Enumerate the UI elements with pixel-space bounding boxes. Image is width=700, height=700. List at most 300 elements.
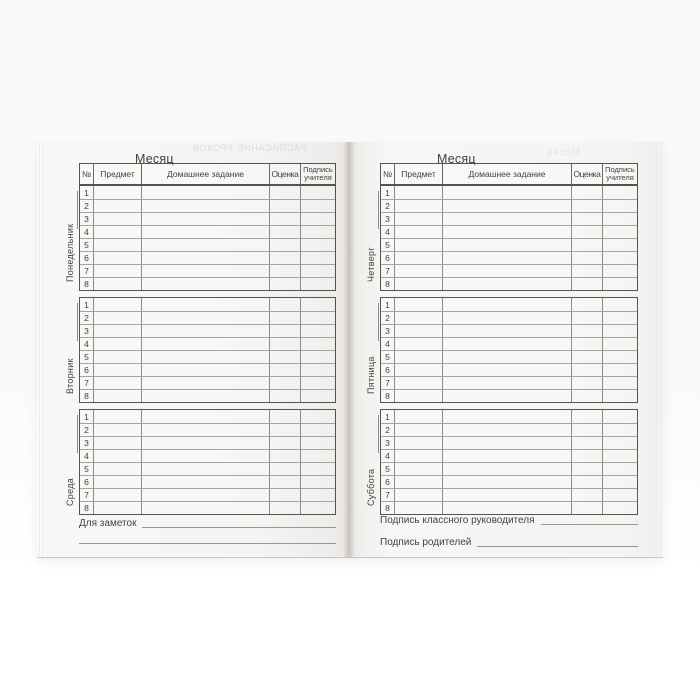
day-label-underline xyxy=(378,303,379,341)
subject-cell xyxy=(94,324,142,337)
grade-cell xyxy=(572,186,603,199)
lesson-number: 2 xyxy=(381,423,395,436)
day-label-underline xyxy=(77,191,78,229)
subject-cell xyxy=(395,199,443,212)
subject-cell xyxy=(94,199,142,212)
grade-cell xyxy=(270,376,301,389)
parents-signature-label: Подпись родителей xyxy=(380,537,472,548)
grade-cell xyxy=(270,436,301,449)
grade-cell xyxy=(572,475,603,488)
lesson-number: 4 xyxy=(381,225,395,238)
parents-signature-row xyxy=(380,532,638,548)
subject-cell xyxy=(395,225,443,238)
lesson-row xyxy=(80,436,335,449)
grade-cell xyxy=(572,389,603,402)
lesson-row xyxy=(381,337,637,350)
notes-label: Для заметок xyxy=(79,518,137,529)
grade-cell xyxy=(572,277,603,290)
subject-cell xyxy=(395,462,443,475)
day-rows xyxy=(381,410,637,514)
day-label-underline xyxy=(378,415,379,453)
teacher-signature-cell xyxy=(301,264,335,277)
lesson-number: 2 xyxy=(80,423,94,436)
lesson-number: 5 xyxy=(381,238,395,251)
grade-cell xyxy=(270,475,301,488)
grade-cell xyxy=(572,462,603,475)
subject-cell xyxy=(94,311,142,324)
teacher-signature-cell xyxy=(301,389,335,402)
lesson-number: 8 xyxy=(80,277,94,290)
header-teacher-signature: Подпись учителя xyxy=(303,164,333,182)
subject-cell xyxy=(94,225,142,238)
day-rows xyxy=(381,298,637,402)
grade-cell xyxy=(572,337,603,350)
subject-cell xyxy=(395,488,443,501)
homework-cell xyxy=(443,251,572,264)
lesson-number: 6 xyxy=(381,475,395,488)
homework-cell xyxy=(142,376,270,389)
subject-cell xyxy=(395,311,443,324)
day-section xyxy=(366,185,638,291)
grade-cell xyxy=(270,238,301,251)
teacher-signature-cell xyxy=(603,199,637,212)
subject-cell xyxy=(94,277,142,290)
teacher-signature-cell xyxy=(603,277,637,290)
homework-cell xyxy=(443,199,572,212)
homework-cell xyxy=(142,410,270,423)
parents-signature-line xyxy=(477,546,638,547)
homework-cell xyxy=(443,449,572,462)
teacher-signature-cell xyxy=(603,225,637,238)
day-label: Понедельник xyxy=(65,223,75,282)
homework-cell xyxy=(443,311,572,324)
subject-cell xyxy=(395,423,443,436)
lesson-row xyxy=(381,488,637,501)
homework-cell xyxy=(142,311,270,324)
diary-spread xyxy=(37,142,663,557)
teacher-signature-cell xyxy=(603,337,637,350)
homework-cell xyxy=(443,264,572,277)
homework-cell xyxy=(142,212,270,225)
day-rows xyxy=(80,298,335,402)
teacher-signature-cell xyxy=(603,264,637,277)
teacher-signature-cell xyxy=(301,186,335,199)
subject-cell xyxy=(395,324,443,337)
lesson-number: 1 xyxy=(80,298,94,311)
notes-row xyxy=(79,513,336,529)
teacher-signature-cell xyxy=(301,311,335,324)
subject-cell xyxy=(395,350,443,363)
lesson-row xyxy=(80,298,335,311)
lesson-number: 3 xyxy=(381,212,395,225)
subject-cell xyxy=(94,462,142,475)
grade-cell xyxy=(270,389,301,402)
subject-cell xyxy=(94,423,142,436)
teacher-signature-cell xyxy=(301,251,335,264)
homework-cell xyxy=(443,423,572,436)
teacher-signature-cell xyxy=(603,350,637,363)
subject-cell xyxy=(94,186,142,199)
lesson-number: 7 xyxy=(381,264,395,277)
day-label: Суббота xyxy=(366,468,376,506)
homework-cell xyxy=(443,488,572,501)
lesson-number: 4 xyxy=(381,449,395,462)
homework-cell xyxy=(443,389,572,402)
lesson-row xyxy=(381,410,637,423)
class-teacher-signature-row xyxy=(380,510,638,526)
lesson-row xyxy=(381,436,637,449)
lesson-row xyxy=(80,311,335,324)
homework-cell xyxy=(142,449,270,462)
grade-cell xyxy=(270,199,301,212)
homework-cell xyxy=(443,363,572,376)
homework-cell xyxy=(142,436,270,449)
teacher-signature-cell xyxy=(603,324,637,337)
homework-cell xyxy=(142,423,270,436)
lesson-number: 1 xyxy=(80,410,94,423)
teacher-signature-cell xyxy=(603,436,637,449)
lesson-row xyxy=(80,212,335,225)
subject-cell xyxy=(94,238,142,251)
lesson-number: 4 xyxy=(80,225,94,238)
lesson-row xyxy=(381,423,637,436)
header-subject: Предмет xyxy=(395,164,443,184)
subject-cell xyxy=(94,488,142,501)
subject-cell xyxy=(395,337,443,350)
notes-blank-line-2 xyxy=(79,543,336,544)
subject-cell xyxy=(94,389,142,402)
homework-cell xyxy=(142,298,270,311)
lesson-row xyxy=(80,449,335,462)
lesson-row xyxy=(381,462,637,475)
homework-cell xyxy=(142,475,270,488)
lesson-row xyxy=(381,251,637,264)
subject-cell xyxy=(395,449,443,462)
homework-cell xyxy=(443,350,572,363)
homework-cell xyxy=(142,488,270,501)
lesson-number: 2 xyxy=(381,311,395,324)
lesson-row xyxy=(80,264,335,277)
lesson-number: 8 xyxy=(381,501,395,514)
lesson-row xyxy=(80,389,335,402)
lesson-row xyxy=(80,225,335,238)
lesson-number: 2 xyxy=(80,311,94,324)
notes-blank-line xyxy=(142,527,336,528)
teacher-signature-cell xyxy=(603,311,637,324)
homework-cell xyxy=(142,238,270,251)
homework-cell xyxy=(443,324,572,337)
lesson-row xyxy=(381,350,637,363)
subject-cell xyxy=(94,410,142,423)
homework-cell xyxy=(142,225,270,238)
day-rows xyxy=(80,410,335,514)
grade-cell xyxy=(270,488,301,501)
lesson-number: 4 xyxy=(80,449,94,462)
lesson-number: 5 xyxy=(381,462,395,475)
grade-cell xyxy=(572,324,603,337)
grade-cell xyxy=(572,212,603,225)
day-label: Пятница xyxy=(366,356,376,394)
lesson-row xyxy=(80,423,335,436)
lesson-number: 4 xyxy=(381,337,395,350)
homework-cell xyxy=(443,462,572,475)
teacher-signature-cell xyxy=(301,337,335,350)
timetable xyxy=(65,163,336,515)
grade-cell xyxy=(572,363,603,376)
lesson-number: 2 xyxy=(381,199,395,212)
lesson-number: 5 xyxy=(80,238,94,251)
grade-cell xyxy=(572,199,603,212)
teacher-signature-cell xyxy=(301,488,335,501)
teacher-signature-cell xyxy=(301,238,335,251)
lesson-row xyxy=(80,462,335,475)
lesson-row xyxy=(80,199,335,212)
lesson-row xyxy=(80,337,335,350)
homework-cell xyxy=(443,410,572,423)
lesson-number: 8 xyxy=(381,277,395,290)
lesson-number: 7 xyxy=(80,376,94,389)
right-page xyxy=(350,142,663,557)
lesson-number: 7 xyxy=(80,488,94,501)
lesson-row xyxy=(381,376,637,389)
teacher-signature-cell xyxy=(301,410,335,423)
grade-cell xyxy=(572,311,603,324)
lesson-number: 3 xyxy=(80,436,94,449)
lesson-number: 8 xyxy=(80,501,94,514)
homework-cell xyxy=(443,186,572,199)
timetable xyxy=(366,163,638,515)
grade-cell xyxy=(270,251,301,264)
teacher-signature-cell xyxy=(301,376,335,389)
grade-cell xyxy=(572,488,603,501)
header-subject: Предмет xyxy=(94,164,142,184)
lesson-number: 6 xyxy=(80,363,94,376)
lesson-row xyxy=(381,311,637,324)
grade-cell xyxy=(572,251,603,264)
grade-cell xyxy=(270,277,301,290)
table-header xyxy=(380,163,638,185)
grade-cell xyxy=(270,462,301,475)
grade-cell xyxy=(270,423,301,436)
homework-cell xyxy=(443,376,572,389)
lesson-number: 3 xyxy=(381,324,395,337)
header-number: № xyxy=(381,164,395,184)
grade-cell xyxy=(270,363,301,376)
homework-cell xyxy=(142,462,270,475)
day-label: Вторник xyxy=(65,358,75,394)
day-section xyxy=(366,297,638,403)
lesson-row xyxy=(381,277,637,290)
show-through-text: Месяц xyxy=(546,147,581,158)
lesson-row xyxy=(381,389,637,402)
lesson-number: 1 xyxy=(80,186,94,199)
teacher-signature-cell xyxy=(301,462,335,475)
grade-cell xyxy=(572,436,603,449)
day-rows xyxy=(80,186,335,290)
homework-cell xyxy=(142,350,270,363)
grade-cell xyxy=(572,423,603,436)
day-section xyxy=(65,297,336,403)
lesson-number: 6 xyxy=(80,251,94,264)
homework-cell xyxy=(142,199,270,212)
lesson-row xyxy=(381,264,637,277)
lesson-row xyxy=(80,475,335,488)
grade-cell xyxy=(270,449,301,462)
subject-cell xyxy=(395,238,443,251)
day-rows xyxy=(381,186,637,290)
homework-cell xyxy=(142,324,270,337)
lesson-number: 1 xyxy=(381,410,395,423)
day-label-underline xyxy=(378,191,379,229)
homework-cell xyxy=(443,337,572,350)
day-section xyxy=(366,409,638,515)
left-page xyxy=(37,142,350,557)
teacher-signature-cell xyxy=(603,238,637,251)
lesson-row xyxy=(80,324,335,337)
subject-cell xyxy=(395,277,443,290)
teacher-signature-cell xyxy=(301,277,335,290)
lesson-number: 6 xyxy=(381,363,395,376)
class-teacher-signature-label: Подпись классного руководителя xyxy=(380,515,535,526)
grade-cell xyxy=(270,337,301,350)
lesson-number: 5 xyxy=(381,350,395,363)
day-label: Четверг xyxy=(366,247,376,282)
homework-cell xyxy=(142,389,270,402)
header-homework: Домашнее задание xyxy=(142,164,270,184)
lesson-row xyxy=(381,199,637,212)
teacher-signature-cell xyxy=(301,225,335,238)
grade-cell xyxy=(270,225,301,238)
lesson-row xyxy=(80,488,335,501)
subject-cell xyxy=(94,475,142,488)
lesson-number: 7 xyxy=(381,376,395,389)
day-section xyxy=(65,185,336,291)
teacher-signature-cell xyxy=(301,324,335,337)
month-label: Месяц xyxy=(437,152,476,166)
lesson-row xyxy=(80,350,335,363)
teacher-signature-cell xyxy=(301,475,335,488)
lesson-row xyxy=(80,363,335,376)
day-label-underline xyxy=(77,303,78,341)
lesson-number: 8 xyxy=(80,389,94,402)
teacher-signature-cell xyxy=(301,199,335,212)
homework-cell xyxy=(142,186,270,199)
show-through-text: РАСПИСАНИЕ УРОКОВ xyxy=(191,143,307,153)
lesson-row xyxy=(381,324,637,337)
header-teacher-signature: Подпись учителя xyxy=(605,164,635,182)
grade-cell xyxy=(572,298,603,311)
teacher-signature-cell xyxy=(301,449,335,462)
grade-cell xyxy=(572,449,603,462)
lesson-row xyxy=(381,363,637,376)
subject-cell xyxy=(395,389,443,402)
lesson-number: 5 xyxy=(80,350,94,363)
subject-cell xyxy=(395,264,443,277)
homework-cell xyxy=(142,264,270,277)
homework-cell xyxy=(142,251,270,264)
lesson-number: 3 xyxy=(80,324,94,337)
teacher-signature-cell xyxy=(603,410,637,423)
subject-cell xyxy=(395,212,443,225)
day-sections xyxy=(366,185,638,515)
lesson-number: 8 xyxy=(381,389,395,402)
lesson-row xyxy=(381,186,637,199)
homework-cell xyxy=(443,212,572,225)
teacher-signature-cell xyxy=(603,363,637,376)
teacher-signature-cell xyxy=(603,376,637,389)
grade-cell xyxy=(572,264,603,277)
subject-cell xyxy=(94,251,142,264)
class-teacher-signature-line xyxy=(541,524,639,525)
teacher-signature-cell xyxy=(603,423,637,436)
grade-cell xyxy=(270,311,301,324)
grade-cell xyxy=(270,264,301,277)
grade-cell xyxy=(270,186,301,199)
subject-cell xyxy=(395,376,443,389)
header-grade: Оценка xyxy=(270,164,301,184)
homework-cell xyxy=(443,238,572,251)
month-label: Месяц xyxy=(135,152,174,166)
teacher-signature-cell xyxy=(603,462,637,475)
header-grade: Оценка xyxy=(572,164,603,184)
teacher-signature-cell xyxy=(301,363,335,376)
homework-cell xyxy=(443,298,572,311)
subject-cell xyxy=(395,298,443,311)
teacher-signature-cell xyxy=(301,350,335,363)
homework-cell xyxy=(443,277,572,290)
subject-cell xyxy=(94,449,142,462)
lesson-number: 5 xyxy=(80,462,94,475)
lesson-row xyxy=(381,298,637,311)
teacher-signature-cell xyxy=(603,488,637,501)
homework-cell xyxy=(142,277,270,290)
subject-cell xyxy=(395,251,443,264)
teacher-signature-cell xyxy=(603,298,637,311)
book-spine xyxy=(343,142,355,557)
homework-cell xyxy=(443,436,572,449)
teacher-signature-cell xyxy=(603,389,637,402)
table-header xyxy=(79,163,336,185)
day-sections xyxy=(65,185,336,515)
teacher-signature-cell xyxy=(301,436,335,449)
lesson-number: 3 xyxy=(80,212,94,225)
teacher-signature-cell xyxy=(603,212,637,225)
teacher-signature-cell xyxy=(301,298,335,311)
lesson-row xyxy=(80,277,335,290)
lesson-number: 7 xyxy=(80,264,94,277)
lesson-number: 1 xyxy=(381,298,395,311)
grade-cell xyxy=(572,350,603,363)
day-label-underline xyxy=(77,415,78,453)
lesson-number: 7 xyxy=(381,488,395,501)
subject-cell xyxy=(395,363,443,376)
subject-cell xyxy=(94,376,142,389)
teacher-signature-cell xyxy=(301,423,335,436)
lesson-row xyxy=(80,376,335,389)
subject-cell xyxy=(94,350,142,363)
grade-cell xyxy=(270,298,301,311)
homework-cell xyxy=(443,225,572,238)
grade-cell xyxy=(572,238,603,251)
day-label: Среда xyxy=(65,477,75,506)
lesson-row xyxy=(381,475,637,488)
lesson-row xyxy=(80,410,335,423)
grade-cell xyxy=(572,376,603,389)
subject-cell xyxy=(94,363,142,376)
teacher-signature-cell xyxy=(301,212,335,225)
subject-cell xyxy=(94,298,142,311)
lesson-number: 6 xyxy=(80,475,94,488)
